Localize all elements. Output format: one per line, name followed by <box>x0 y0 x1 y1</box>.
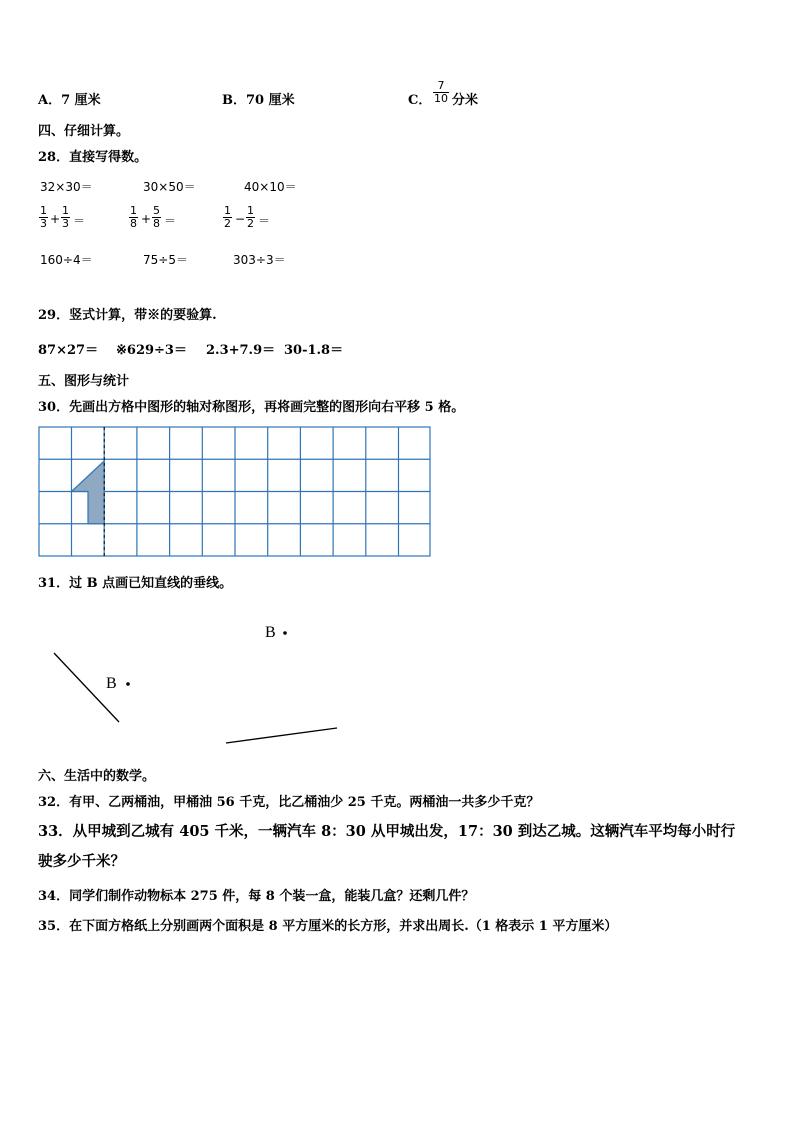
fraction-denominator: 2 <box>224 217 231 230</box>
option-c-unit: 分米 <box>452 93 479 108</box>
fraction-denominator: 8 <box>153 217 160 230</box>
fraction-denominator: 8 <box>130 217 137 230</box>
fraction-numerator: 5 <box>153 204 160 217</box>
section-5-title: 五、图形与统计 <box>38 374 130 389</box>
q28-row3-item-1: 160÷4＝ <box>40 253 93 267</box>
q30-shape <box>72 461 105 524</box>
option-b: B．70 厘米 <box>222 93 295 108</box>
fraction-numerator: 7 <box>437 79 445 92</box>
section-6-title: 六、生活中的数学。 <box>38 769 156 784</box>
point-b-label-2: B <box>106 675 117 692</box>
fraction <box>129 205 138 230</box>
q28-row1-item-2: 30×50＝ <box>143 180 196 194</box>
fraction <box>39 205 48 230</box>
q29-item-1: 87×27＝ <box>38 343 99 358</box>
q28-row3-item-3: 303÷3＝ <box>233 253 286 267</box>
q32-text: 32．有甲、乙两桶油，甲桶油 56 千克，比乙桶油少 25 千克。两桶油一共多少千克？ <box>38 795 540 810</box>
option-c-fraction <box>433 80 449 105</box>
q35-text: 35．在下面方格纸上分别画两个面积是 8 平方厘米的长方形，并求出周长.（1 格表示 1 平方厘米） <box>38 919 618 934</box>
fraction <box>61 205 70 230</box>
q31-figure <box>40 615 350 750</box>
fraction-denominator: 10 <box>434 92 448 105</box>
given-line-2 <box>226 728 337 743</box>
fraction-denominator: 3 <box>62 217 69 230</box>
fraction-numerator: 1 <box>62 204 69 217</box>
fraction-numerator: 1 <box>247 204 254 217</box>
q29-item-3: 2.3+7.9＝ <box>206 343 276 358</box>
q28-row3-item-2: 75÷5＝ <box>143 253 188 267</box>
q28-row1-item-1: 32×30＝ <box>40 180 93 194</box>
q33-text-line1: 33．从甲城到乙城有 405 千米，一辆汽车 8：30 从甲城出发，17：30 到达乙城。这辆汽车平均每小时行 <box>38 823 736 840</box>
q29-item-2: ※629÷3＝ <box>116 343 187 358</box>
fraction-numerator: 1 <box>40 204 47 217</box>
q29-item-4: 30-1.8＝ <box>284 343 344 358</box>
point-b-dot-2 <box>126 682 130 686</box>
q29-label: 29．竖式计算，带※的要验算. <box>38 308 217 323</box>
point-b-dot-1 <box>283 631 287 635</box>
q30-grid <box>38 426 432 558</box>
q28-label: 28．直接写得数。 <box>38 150 148 165</box>
fraction-denominator: 3 <box>40 217 47 230</box>
section-4-title: 四、仔细计算。 <box>38 124 130 139</box>
q31-label: 31．过 B 点画已知直线的垂线。 <box>38 576 233 591</box>
option-c-prefix: C． <box>408 93 432 108</box>
equals-sign: ＝ <box>73 214 86 228</box>
operator: + <box>141 212 152 226</box>
fraction-denominator: 2 <box>247 217 254 230</box>
equals-sign: ＝ <box>164 214 177 228</box>
fraction <box>152 205 161 230</box>
operator: + <box>50 212 61 226</box>
q33-text-line2: 驶多少千米？ <box>38 853 125 870</box>
option-a: A．7 厘米 <box>38 93 101 108</box>
fraction <box>246 205 255 230</box>
fraction <box>223 205 232 230</box>
point-b-label-1: B <box>265 624 276 641</box>
q30-label: 30．先画出方格中图形的轴对称图形，再将画完整的图形向右平移 5 格。 <box>38 400 465 415</box>
operator: − <box>235 212 246 226</box>
equals-sign: ＝ <box>258 214 271 228</box>
q34-text: 34．同学们制作动物标本 275 件，每 8 个装一盒，能装几盒？还剩几件？ <box>38 889 475 904</box>
q28-row1-item-3: 40×10＝ <box>244 180 297 194</box>
fraction-numerator: 1 <box>224 204 231 217</box>
fraction-numerator: 1 <box>130 204 137 217</box>
